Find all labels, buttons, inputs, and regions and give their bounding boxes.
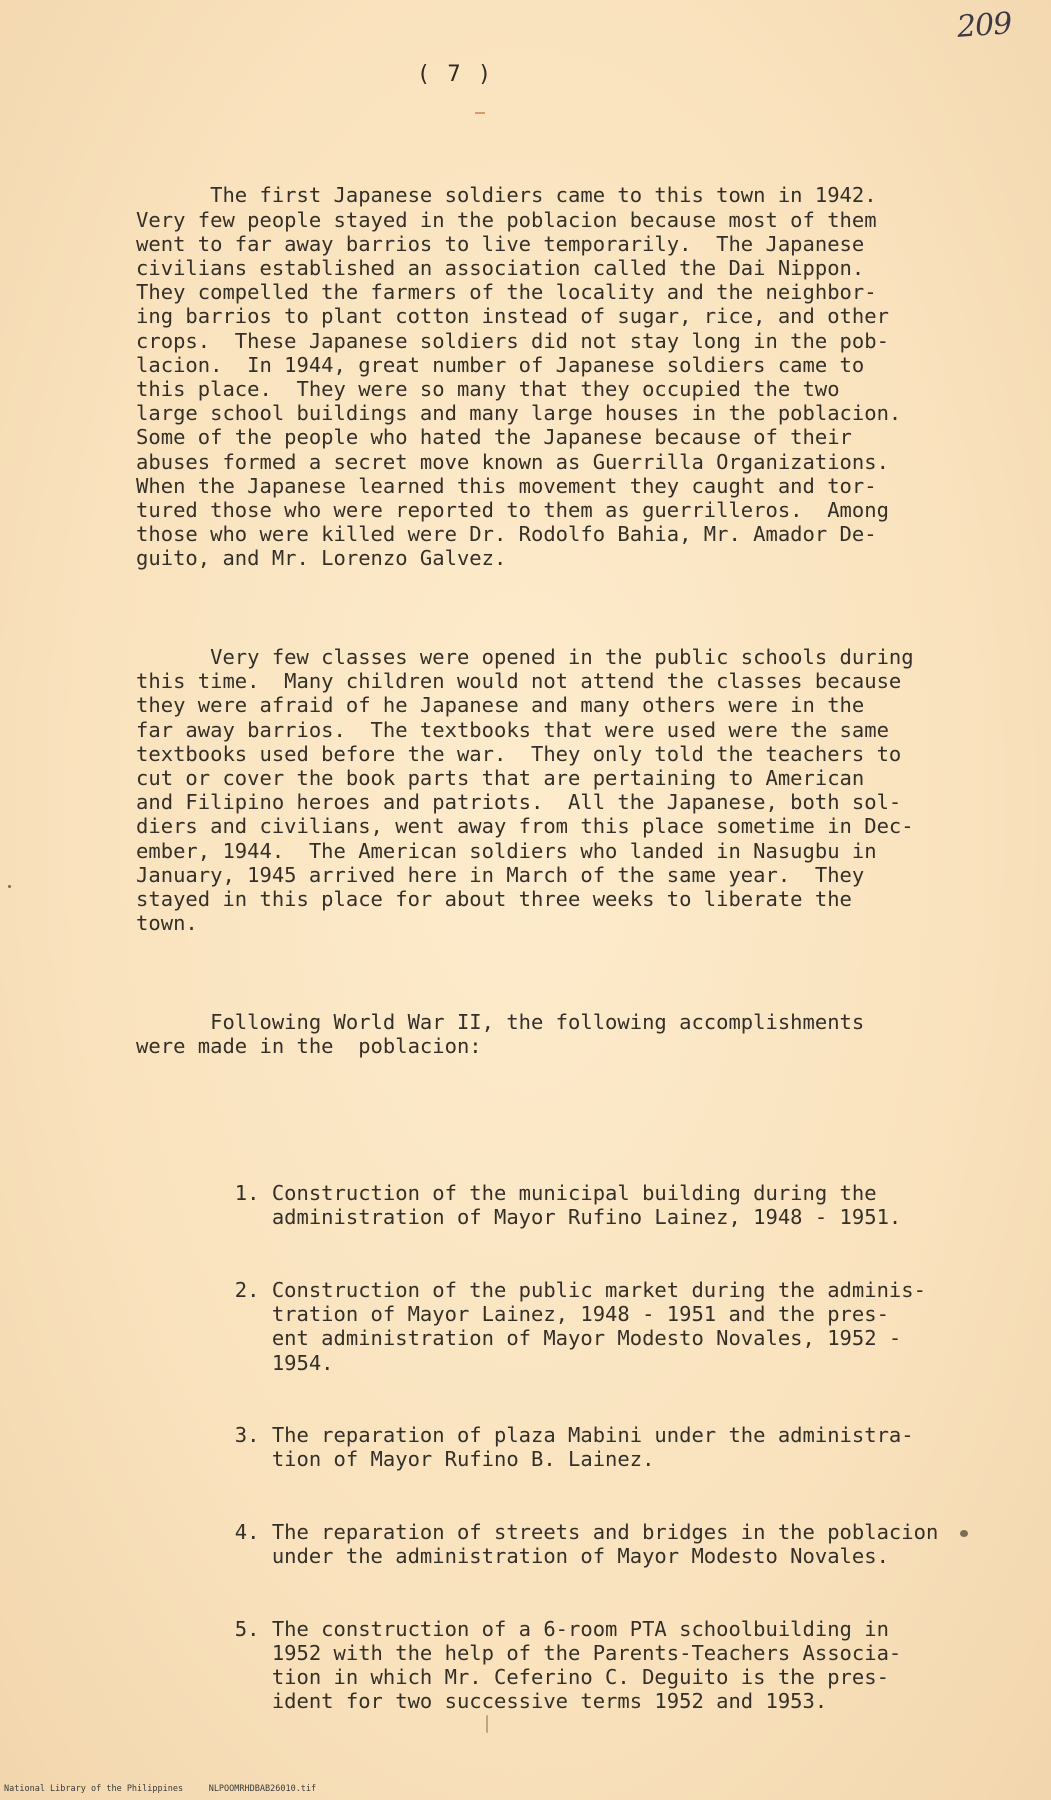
paragraph-japanese-occupation: The first Japanese soldiers came to this town in 1942. Very few people stayed in the poblacion because most of them went to far away barrios to live temporarily. The Japanese civilians established an association called the Dai Nippon. They compelled the farmers of the locality and the neighbor- ing barrios to plant cotton instead of sugar, rice, and other crops. These Japanese soldiers did not stay long in the pob- lacion. In 1944, great number of Japanese soldiers came to this place. They were so many that they occupied the two large school buildings and many large houses in the poblacion. Some of the people who hated the Japanese because of their abuses formed a secret move known as Guerrilla Organizations. When the Japanese learned this movement they caught and tor- tured those who were reported to them as guerrilleros. Among those who were killed were Dr. Rodolfo Bahia, Mr. Amador De- guito, and Mr. Lorenzo Galvez. [136, 183, 902, 571]
ink-spot [8, 885, 11, 888]
handwritten-page-number: 209 [955, 6, 1013, 45]
list-item: 4. The reparation of streets and bridges in the poblacion under the administration of Mayor Modesto Novales. [234, 1519, 939, 1569]
red-tick-mark [475, 112, 485, 114]
ink-spot [960, 1530, 968, 1537]
list-item: 1. Construction of the municipal building during the administration of Mayor Rufino Lainez, 1948 - 1951. [234, 1181, 902, 1230]
list-item: 5. The construction of a 6-room PTA schoolbuilding in 1952 with the help of the Parents-Teachers Associa- tion in which Mr. Ceferino C. Deguito is the pres- ident for two successive terms 1952 and 1953. [234, 1616, 902, 1714]
page-number: ( 7 ) [416, 62, 494, 87]
document-body [62, 135, 962, 1800]
archive-footer: National Library of the Philippines NLPOOMRHDBAB26010.tif [4, 1784, 317, 1794]
paragraph-schools-liberation: Very few classes were opened in the public schools during this time. Many children would not attend the classes because they were afraid of he Japanese and many others were in the far away barrios. The textbooks that were used were the same textbooks used before the war. They only told the teachers to cut or cover the book parts that are pertaining to American and Filipino heroes and patriots. All the Japanese, both sol- diers and civilians, went away from this place sometime in Dec- ember, 1944. The American soldiers who landed in Nasugbu in January, 1945 arrived here in March of the same year. They stayed in this place for about three weeks to liberate the town. [136, 645, 914, 936]
list-item: 3. The reparation of plaza Mabini under the administra- tion of Mayor Rufino B. Lainez. [234, 1423, 914, 1472]
list-item: 2. Construction of the public market during the adminis- tration of Mayor Lainez, 1948 - 1951 and the pres- ent administration of Mayor Modesto Novales, 1952 - 1954. [234, 1277, 926, 1375]
ink-spot [486, 1715, 488, 1733]
paragraph-accomplishments-intro: Following World War II, the following accomplishments were made in the poblacion: [136, 1009, 865, 1059]
accomplishments-list [62, 1133, 962, 1762]
